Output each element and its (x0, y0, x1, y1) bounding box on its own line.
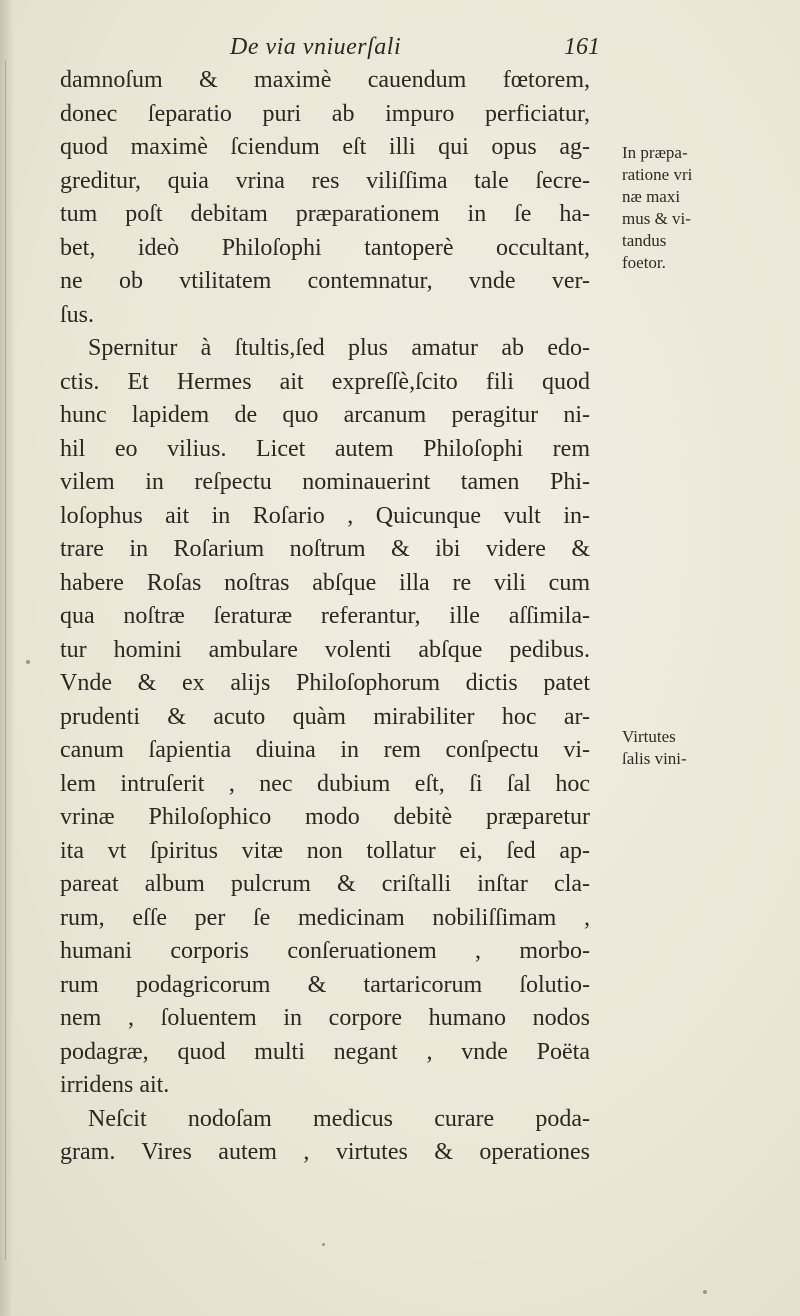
ink-speck (26, 660, 30, 664)
text-line: rum, eſſe per ſe medicinam nobiliſſimam , (60, 904, 590, 931)
text-line: vilem in reſpectu nominauerint tamen Phi- (60, 469, 590, 495)
text-line: greditur, quia vrina res viliſſima tale ſecre- (60, 167, 590, 194)
text-line: bet, ideò Philoſophi tantoperè occultant, (60, 234, 590, 261)
margin-note (622, 726, 772, 770)
text-line: quod maximè ſciendum eſt illi qui opus ag- (60, 134, 590, 160)
text-line: gram. Vires autem , virtutes & operationes (60, 1139, 590, 1165)
text-line: tur homini ambulare volenti abſque pedibus. (60, 636, 590, 663)
margin-note-line: næ maxi (622, 187, 681, 206)
gutter-line (5, 60, 6, 1260)
margin-note-line: ſalis vini- (622, 749, 687, 768)
text-line: vrinæ Philoſophico modo debitè præparetur (60, 804, 590, 830)
text-line: canum ſapientia diuina in rem conſpectu vi- (60, 737, 590, 763)
text-line: Neſcit nodoſam medicus curare poda- (88, 1105, 590, 1132)
text-line: habere Roſas noſtras abſque illa re vili cum (60, 569, 590, 596)
text-line: humani corporis conſeruationem , morbo- (60, 938, 590, 964)
text-line: pareat album pulcrum & criſtalli inſtar cla- (60, 871, 590, 897)
page-number: 161 (564, 34, 600, 60)
margin-note-line: foetor. (622, 253, 666, 272)
ink-speck (322, 1243, 325, 1246)
text-line: ita vt ſpiritus vitæ non tollatur ei, ſed ap- (60, 837, 590, 864)
text-line: Vnde & ex alijs Philoſophorum dictis patet (60, 670, 590, 696)
text-line: ne ob vtilitatem contemnatur, vnde ver- (60, 268, 590, 294)
text-line: Spernitur à ſtultis,ſed plus amatur ab edo- (88, 335, 590, 361)
gutter-shadow (0, 0, 14, 1316)
text-line: loſophus ait in Roſario , Quicunque vult in- (60, 502, 590, 529)
text-line: prudenti & acuto quàm mirabiliter hoc ar- (60, 703, 590, 730)
body-text (60, 64, 590, 1170)
margin-note (622, 142, 772, 274)
running-title: De via vniuerſali (230, 34, 402, 60)
text-line: tum poſt debitam præparationem in ſe ha- (60, 201, 590, 227)
margin-note-line: Virtutes (622, 727, 676, 746)
text-line: irridens ait. (60, 1072, 170, 1098)
text-line: damnoſum & maximè cauendum fœtorem, (60, 67, 590, 93)
ink-speck (703, 1290, 707, 1294)
running-head (60, 34, 600, 64)
text-line: lem intruſerit , nec dubium eſt, ſi ſal hoc (60, 770, 590, 797)
margin-note-line: tandus (622, 231, 667, 250)
text-line: qua noſtræ ſeraturæ referantur, ille aſſimila- (60, 603, 590, 629)
text-line: hunc lapidem de quo arcanum peragitur ni- (60, 402, 590, 428)
margin-note-line: mus & vi- (622, 209, 691, 228)
margin-note-line: ratione vri (622, 165, 693, 184)
text-line: ſus. (60, 301, 95, 328)
text-line: trare in Roſarium noſtrum & ibi videre & (60, 536, 590, 562)
text-line: ctis. Et Hermes ait expreſſè,ſcito fili quod (60, 368, 590, 395)
text-line: nem , ſoluentem in corpore humano nodos (60, 1005, 590, 1031)
text-line: rum podagricorum & tartaricorum ſolutio- (60, 971, 590, 998)
margin-note-line: In præpa- (622, 143, 688, 162)
text-line: hil eo vilius. Licet autem Philoſophi rem (60, 435, 590, 462)
text-line: donec ſeparatio puri ab impuro perficiatur, (60, 100, 590, 127)
text-line: podagræ, quod multi negant , vnde Poëta (60, 1038, 590, 1065)
